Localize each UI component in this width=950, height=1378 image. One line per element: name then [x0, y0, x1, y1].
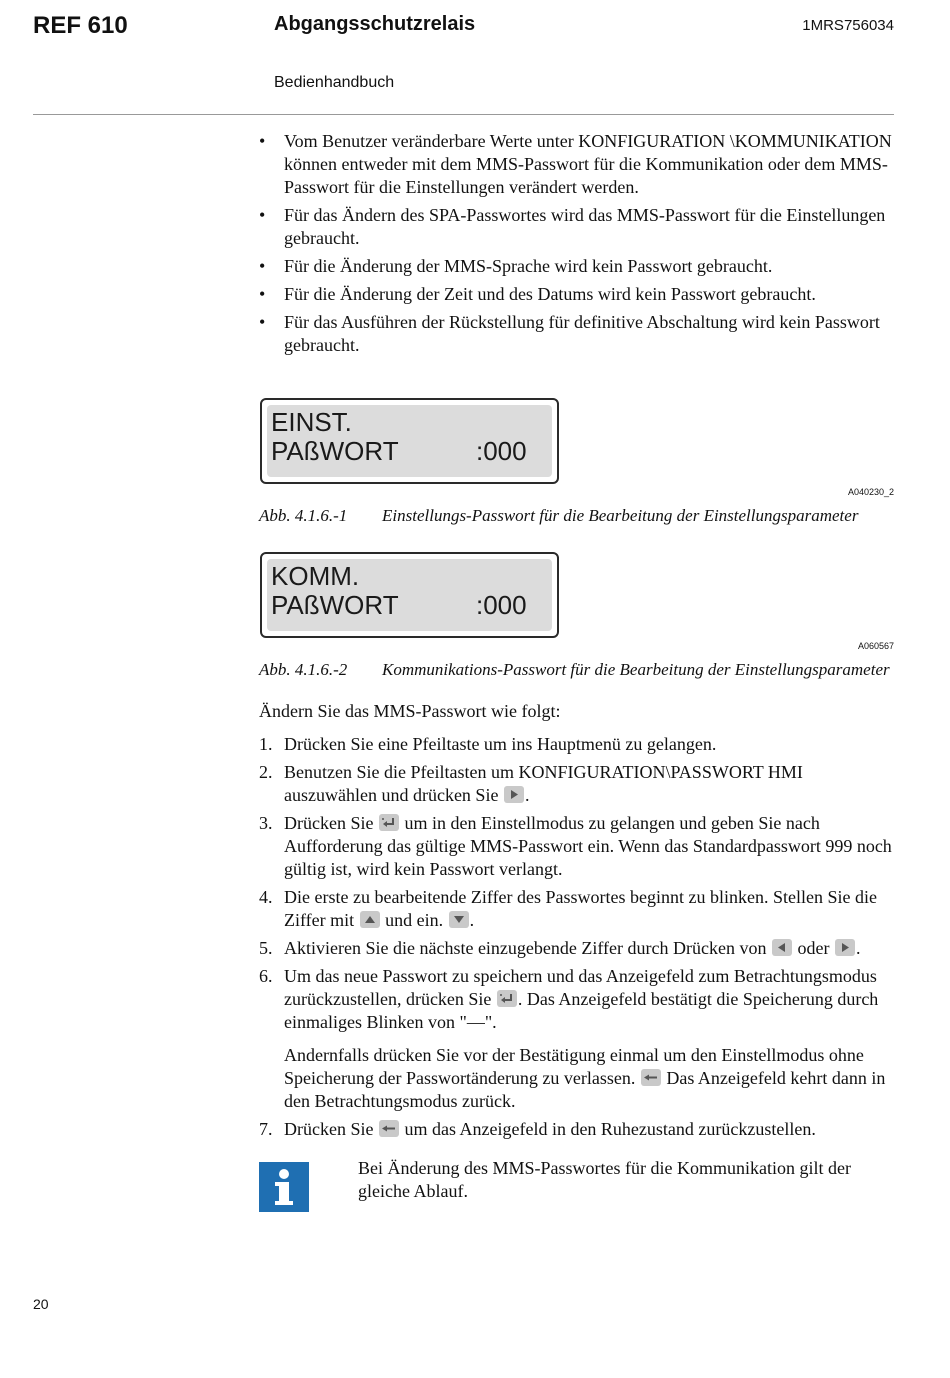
enter-key-icon [497, 990, 517, 1007]
cancel-key-icon [641, 1069, 661, 1086]
document-title: Abgangsschutzrelais [274, 13, 476, 35]
list-item: • Für das Ausführen der Rückstellung für definitive Abschaltung wird kein Passwort gebraucht. [259, 312, 880, 355]
bullet-list [259, 130, 895, 362]
product-name: REF 610 [33, 12, 128, 39]
left-arrow-key-icon [772, 939, 792, 956]
info-icon [259, 1162, 309, 1212]
info-note-text: Bei Änderung des MMS-Passwortes für die Kommunikation gilt der gleiche Ablauf. [358, 1158, 851, 1201]
lcd-screen [267, 559, 552, 631]
step-paragraph: Andernfalls drücken Sie vor der Bestätigung einmal um den Einstellmodus ohne Speicherung der Passwortänderung zu verlassen. Das Anzeigefeld kehrt dann in den Betrachtungsmodus zurück. [284, 1045, 886, 1111]
list-item: • Vom Benutzer veränderbare Werte unter KONFIGURATION \KOMMUNIKATION können entweder mit dem MMS-Passwort für die Kommunikation oder dem MMS-Passwort für die Einstellungen verändert werden. [259, 131, 892, 197]
document-subtitle: Bedienhandbuch [274, 74, 395, 91]
cancel-key-icon [379, 1120, 399, 1137]
lcd-value: :000 [476, 436, 527, 466]
procedure-intro: Ändern Sie das MMS-Passwort wie folgt: [259, 701, 561, 721]
right-arrow-key-icon [835, 939, 855, 956]
figure-code: A040230_2 [847, 487, 894, 497]
lcd-line-1: KOMM. [271, 561, 360, 591]
right-arrow-key-icon [504, 786, 524, 803]
lcd-line-2: PAßWORT [271, 590, 399, 620]
caption-text: Einstellungs-Passwort für die Bearbeitung der Einstellungsparameter [382, 506, 859, 525]
caption-text: Kommunikations-Passwort für die Bearbeitung der Einstellungsparameter [382, 660, 890, 679]
lcd-value: :000 [476, 590, 527, 620]
lcd-line-1: EINST. [271, 407, 352, 437]
list-item: 5. Aktivieren Sie die nächste einzugebende Ziffer durch Drücken von oder . [259, 938, 861, 958]
list-item: • Für das Ändern des SPA-Passwortes wird das MMS-Passwort für die Einstellungen gebraucht. [259, 205, 886, 248]
figure-code: A060567 [857, 641, 894, 651]
list-item: 1. Drücken Sie eine Pfeiltaste um ins Hauptmenü zu gelangen. [259, 734, 717, 754]
figure-caption [259, 506, 899, 526]
document-number: 1MRS756034 [802, 17, 894, 34]
down-arrow-key-icon [449, 911, 469, 928]
procedure-steps [259, 733, 895, 1146]
page-number: 20 [33, 1296, 49, 1312]
list-item: 7. Drücken Sie um das Anzeigefeld in den Ruhezustand zurückzustellen. [259, 1119, 816, 1139]
up-arrow-key-icon [360, 911, 380, 928]
list-item: • Für die Änderung der MMS-Sprache wird kein Passwort gebraucht. [259, 256, 773, 276]
list-item: 3. Drücken Sie um in den Einstellmodus zu gelangen und geben Sie nach Aufforderung das gültige MMS-Passwort ein. Wenn das Standardpasswort 999 noch gültig ist, wird kein Passwort verlangt. [259, 813, 892, 879]
list-item: 6. Um das neue Passwort zu speichern und das Anzeigefeld zum Betrachtungsmodus zurückzustellen, drücken Sie . Das Anzeigefeld bestätigt die Speicherung durch einmaliges Blinken von "—". [259, 966, 879, 1032]
lcd-screen [267, 405, 552, 477]
lcd-line-2: PAßWORT [271, 436, 399, 466]
lcd-display-communication-password [260, 552, 559, 638]
list-item: 2. Benutzen Sie die Pfeiltasten um KONFIGURATION\PASSWORT HMI auszuwählen und drücken Sie . [259, 762, 803, 805]
caption-number: Abb. 4.1.6.-2 [259, 660, 348, 679]
list-item: • Für die Änderung der Zeit und des Datums wird kein Passwort gebraucht. [259, 284, 816, 304]
figure-caption [259, 660, 899, 680]
list-item: 4. Die erste zu bearbeitende Ziffer des Passwortes beginnt zu blinken. Stellen Sie die Ziffer mit und ein. . [259, 887, 877, 930]
header-divider [33, 114, 894, 115]
lcd-display-settings-password [260, 398, 559, 484]
enter-key-icon [379, 814, 399, 831]
caption-number: Abb. 4.1.6.-1 [259, 506, 348, 525]
